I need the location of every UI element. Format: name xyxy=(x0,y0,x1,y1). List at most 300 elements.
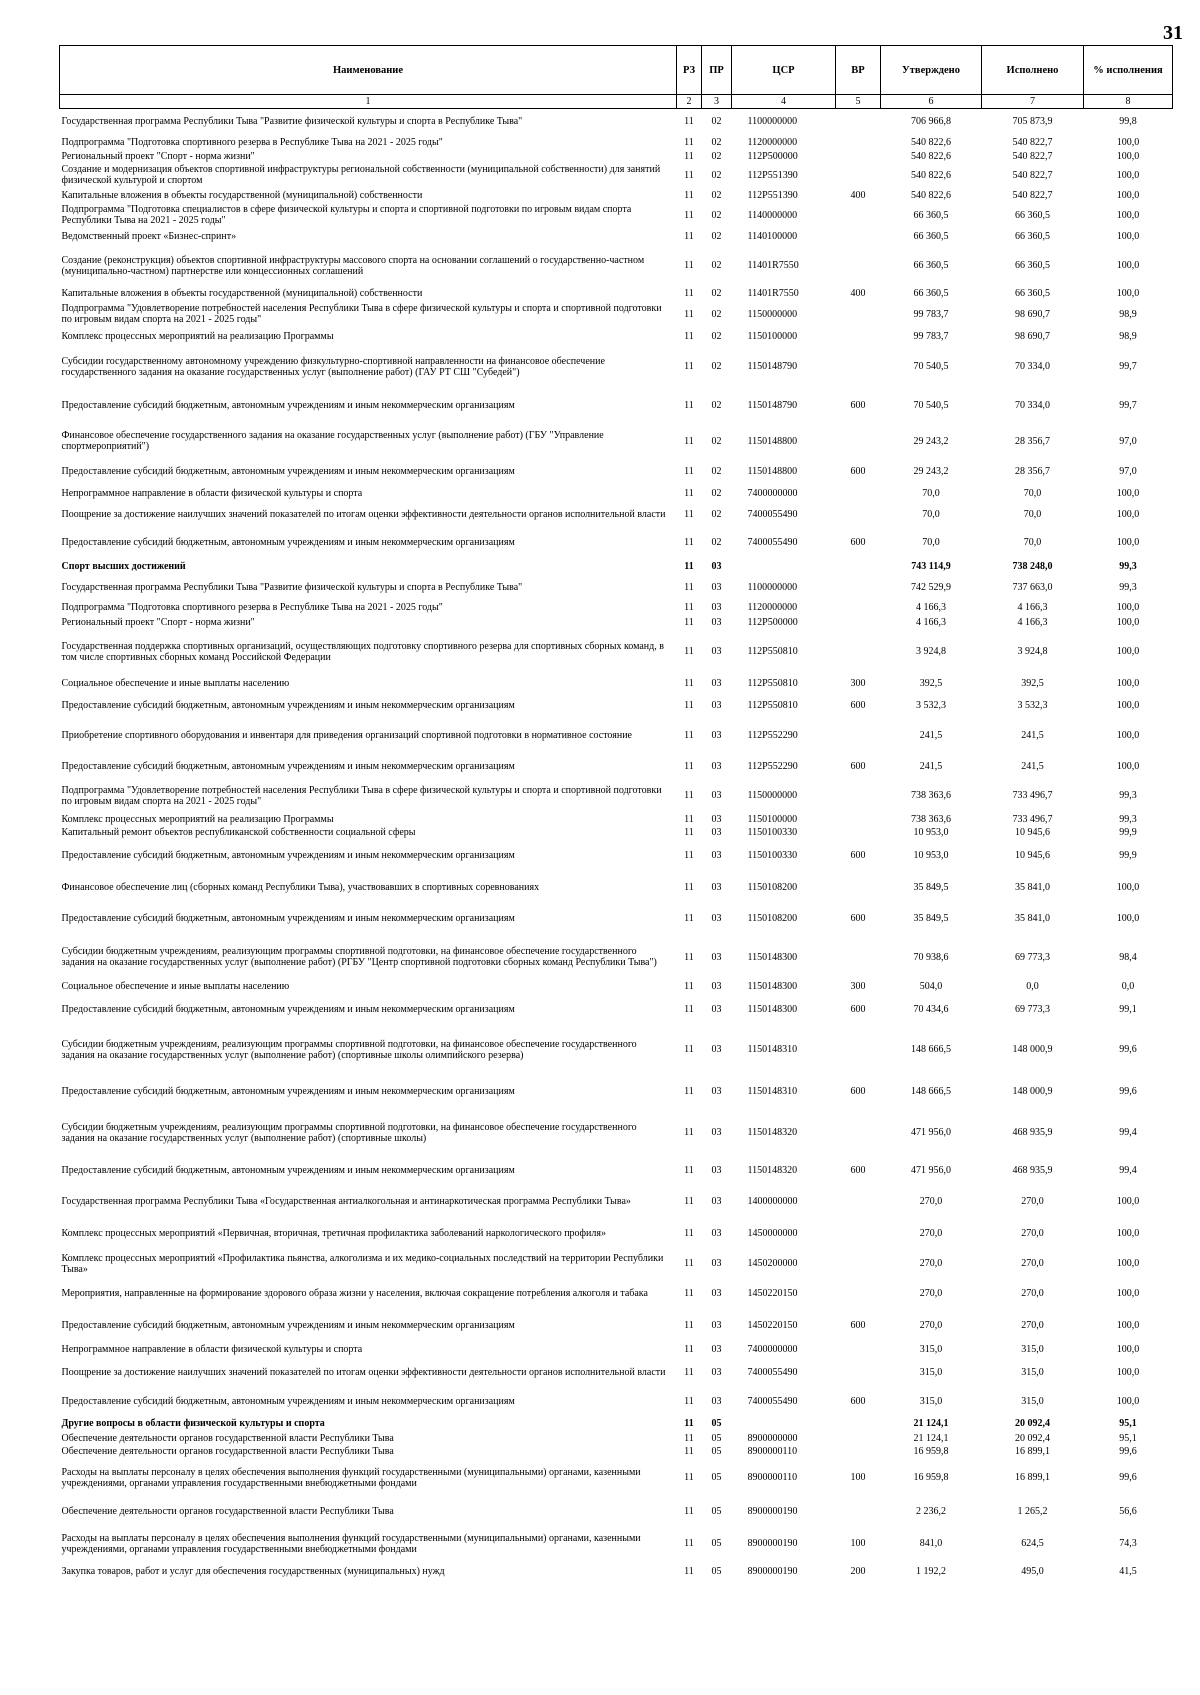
cell-percent: 100,0 xyxy=(1116,189,1140,201)
cell-executed: 98 690,7 xyxy=(1015,331,1050,342)
cell-executed: 10 945,6 xyxy=(1015,850,1050,861)
cell-approved: 1 192,2 xyxy=(916,1566,946,1577)
cell-rz: 11 xyxy=(684,136,694,148)
cell-csr: 1150000000 xyxy=(747,308,798,320)
table-row xyxy=(60,458,1173,486)
cell-rz: 11 xyxy=(684,790,694,801)
cell-vr xyxy=(836,1109,881,1157)
cell-name: Финансовое обеспечение лиц (сборных команд Республики Тыва), участвовавших в спортивных соревнованиях xyxy=(61,881,540,893)
cell-rz: 11 xyxy=(684,601,694,613)
cell-vr xyxy=(836,1026,881,1074)
table-row xyxy=(60,1358,1173,1387)
cell-vr: 600 xyxy=(850,537,866,548)
table-row xyxy=(60,1342,1173,1358)
cell-pr: 03 xyxy=(711,1288,722,1299)
cell-name: Социальное обеспечение и иные выплаты населению xyxy=(61,678,290,689)
cell-rz: 11 xyxy=(684,1395,694,1407)
cell-approved: 148 666,5 xyxy=(911,1085,951,1097)
cell-name: Поощрение за достижение наилучших значений показателей по итогам оценки эффективности деятельности органов исполнительной власти xyxy=(61,1366,666,1378)
cell-pr: 05 xyxy=(711,1538,722,1549)
cell-csr: 112P551390 xyxy=(747,189,798,201)
cell-name: Предоставление субсидий бюджетным, автономным учреждениям и иным некоммерческим организациям xyxy=(61,761,515,772)
cell-rz: 11 xyxy=(684,981,694,992)
cell-vr xyxy=(836,135,881,150)
table-row xyxy=(60,1561,1173,1583)
cell-percent: 99,4 xyxy=(1119,1165,1137,1176)
cell-pr: 03 xyxy=(711,761,722,772)
table-row xyxy=(60,1185,1173,1218)
table-row xyxy=(60,558,1173,576)
cell-csr: 1150108200 xyxy=(747,913,798,924)
cell-csr: 1150148310 xyxy=(747,1085,798,1097)
cell-csr: 1150148310 xyxy=(747,1044,798,1055)
cell-executed: 468 935,9 xyxy=(1012,1165,1053,1176)
cell-percent: 100,0 xyxy=(1116,1395,1140,1407)
cell-approved: 16 959,8 xyxy=(913,1446,949,1457)
cell-approved: 35 849,5 xyxy=(913,913,949,924)
cell-pr: 02 xyxy=(711,209,722,221)
cell-csr: 1450000000 xyxy=(747,1227,798,1239)
cell-name: Государственная программа Республики Тыва "Развитие физической культуры и спорта в Республике Тыва" xyxy=(61,116,523,128)
cell-name: Непрограммное направление в области физической культуры и спорта xyxy=(61,488,363,499)
cell-vr xyxy=(836,246,881,286)
cell-percent: 100,0 xyxy=(1116,1227,1140,1239)
cell-rz: 11 xyxy=(684,1127,694,1138)
table-row xyxy=(60,1249,1173,1279)
cell-rz: 11 xyxy=(684,466,694,477)
cell-percent: 100,0 xyxy=(1116,761,1140,772)
cell-approved: 66 360,5 xyxy=(913,209,949,221)
cell-pr: 02 xyxy=(711,231,722,242)
cell-executed: 16 899,1 xyxy=(1015,1446,1050,1457)
cell-vr: 600 xyxy=(850,850,866,861)
cell-approved: 706 966,8 xyxy=(911,116,951,128)
cell-approved: 241,5 xyxy=(919,761,943,772)
cell-vr xyxy=(836,1416,881,1432)
cell-name: Мероприятия, направленные на формирование здорового образа жизни у населения, включая сокращение потребления алкоголя и табака xyxy=(61,1288,648,1299)
cell-pr: 03 xyxy=(711,1344,722,1355)
cell-percent: 99,9 xyxy=(1119,827,1137,838)
cell-rz: 11 xyxy=(684,1446,694,1457)
table-row xyxy=(60,631,1173,673)
cell-csr: 1150000000 xyxy=(747,790,798,801)
cell-name: Обеспечение деятельности органов государственной власти Республики Тыва xyxy=(61,1446,394,1457)
cell-name: Спорт высших достижений xyxy=(61,561,186,572)
cell-csr: 1150148320 xyxy=(747,1165,798,1176)
column-number: 8 xyxy=(1084,95,1173,109)
cell-rz: 11 xyxy=(684,1538,694,1549)
cell-executed: 624,5 xyxy=(1021,1538,1044,1549)
cell-percent: 99,6 xyxy=(1119,1085,1137,1097)
cell-executed: 28 356,7 xyxy=(1015,466,1050,477)
cell-rz: 11 xyxy=(684,1472,694,1483)
cell-csr: 1400000000 xyxy=(747,1195,798,1207)
cell-percent: 99,3 xyxy=(1119,813,1137,825)
cell-vr: 600 xyxy=(850,1085,866,1097)
cell-percent: 100,0 xyxy=(1116,601,1140,613)
table-row xyxy=(60,840,1173,872)
cell-vr xyxy=(836,109,881,135)
cell-percent: 100,0 xyxy=(1116,509,1140,520)
column-number: 7 xyxy=(982,95,1084,109)
cell-name: Предоставление субсидий бюджетным, автономным учреждениям и иным некоммерческим организациям xyxy=(61,850,515,861)
cell-executed: 540 822,7 xyxy=(1012,189,1053,201)
cell-pr: 03 xyxy=(711,850,722,861)
table-row xyxy=(60,302,1173,327)
cell-pr: 03 xyxy=(711,1085,722,1097)
cell-approved: 66 360,5 xyxy=(913,288,949,299)
cell-approved: 540 822,6 xyxy=(911,136,951,148)
cell-name: Субсидии бюджетным учреждениям, реализующим программы спортивной подготовки, на финансовое обеспечение государственного задания на оказание государственных услуг (выполнение работ) (РГБУ "Центр спортивной подготовки сборных команд Республики Тыва") xyxy=(61,946,657,968)
cell-name: Закупка товаров, работ и услуг для обеспечения государственных (муниципальных) нужд xyxy=(61,1566,445,1577)
cell-rz: 11 xyxy=(684,1195,694,1207)
cell-name: Региональный проект "Спорт - норма жизни" xyxy=(61,617,255,628)
cell-rz: 11 xyxy=(684,1288,694,1299)
cell-rz: 11 xyxy=(684,1044,694,1055)
cell-vr: 600 xyxy=(850,1319,866,1331)
cell-executed: 20 092,4 xyxy=(1015,1432,1050,1444)
cell-name: Государственная поддержка спортивных организаций, осуществляющих подготовку спортивного резерва для спортивных сборных команд, в том числе спортивных сборных команд Российской Федерации xyxy=(61,640,664,663)
cell-approved: 270,0 xyxy=(919,1319,943,1331)
cell-name: Предоставление субсидий бюджетным, автономным учреждениям и иным некоммерческим организациям xyxy=(61,1085,515,1097)
table-row xyxy=(60,1026,1173,1074)
cell-rz: 11 xyxy=(684,1258,694,1269)
cell-approved: 4 166,3 xyxy=(916,617,946,628)
cell-percent: 99,3 xyxy=(1119,582,1137,593)
cell-rz: 11 xyxy=(684,913,694,924)
table-row xyxy=(60,188,1173,203)
cell-pr: 02 xyxy=(711,308,722,320)
table-row xyxy=(60,347,1173,387)
cell-pr: 03 xyxy=(711,617,722,628)
cell-rz: 11 xyxy=(684,646,694,657)
cell-rz: 11 xyxy=(684,813,694,825)
cell-executed: 540 822,7 xyxy=(1012,150,1053,162)
cell-csr: 1150148800 xyxy=(747,466,798,477)
cell-name: Финансовое обеспечение государственного задания на оказание государственных услуг (выполнение работ) (ГБУ "Управление спортмероприятий") xyxy=(61,430,604,452)
cell-vr: 200 xyxy=(850,1566,866,1577)
cell-percent: 97,0 xyxy=(1119,466,1137,477)
cell-executed: 35 841,0 xyxy=(1015,913,1050,924)
table-row xyxy=(60,935,1173,980)
column-number: 4 xyxy=(732,95,836,109)
cell-executed: 3 924,8 xyxy=(1017,646,1048,657)
cell-executed: 315,0 xyxy=(1021,1366,1044,1378)
cell-vr xyxy=(836,163,881,188)
cell-name: Субсидии бюджетным учреждениям, реализующим программы спортивной подготовки, на финансовое обеспечение государственного задания на оказание государственных услуг (выполнение работ) (спортивные школы) xyxy=(61,1121,637,1144)
cell-executed: 705 873,9 xyxy=(1012,116,1053,128)
cell-name: Подпрограмма "Подготовка спортивного резерва в Республике Тыва на 2021 - 2025 годы" xyxy=(61,136,443,148)
cell-rz: 11 xyxy=(684,331,694,342)
cell-name: Комплекс процессных мероприятий «Первичная, вторичная, третичная профилактика заболеваний наркологического профиля» xyxy=(61,1227,606,1239)
cell-percent: 99,3 xyxy=(1119,561,1137,572)
cell-name: Поощрение за достижение наилучших значений показателей по итогам оценки эффективности деятельности органов исполнительной власти xyxy=(61,509,666,520)
cell-approved: 738 363,6 xyxy=(911,790,951,801)
cell-percent: 100,0 xyxy=(1116,646,1140,657)
cell-executed: 738 248,0 xyxy=(1012,561,1053,572)
cell-executed: 1 265,2 xyxy=(1017,1506,1048,1517)
cell-csr: 1450220150 xyxy=(747,1288,798,1299)
cell-csr: 1150148300 xyxy=(747,1004,798,1015)
cell-approved: 270,0 xyxy=(919,1195,943,1207)
cell-pr: 02 xyxy=(711,136,722,148)
cell-pr: 03 xyxy=(711,1366,722,1378)
table-row xyxy=(60,1416,1173,1432)
cell-pr: 02 xyxy=(711,260,722,271)
cell-rz: 11 xyxy=(684,169,694,181)
cell-approved: 99 783,7 xyxy=(913,308,949,320)
table-row xyxy=(60,135,1173,150)
cell-percent: 100,0 xyxy=(1116,881,1140,893)
cell-pr: 03 xyxy=(711,561,722,572)
cell-pr: 05 xyxy=(711,1418,722,1429)
header-vr: ВР xyxy=(836,46,881,95)
cell-csr: 8900000110 xyxy=(747,1472,798,1483)
cell-approved: 471 956,0 xyxy=(911,1165,951,1176)
cell-rz: 11 xyxy=(684,435,694,447)
cell-rz: 11 xyxy=(684,150,694,162)
cell-vr: 600 xyxy=(850,913,866,924)
cell-csr: 112P500000 xyxy=(747,617,798,628)
cell-pr: 03 xyxy=(711,700,722,711)
cell-executed: 66 360,5 xyxy=(1015,209,1050,221)
cell-vr xyxy=(836,631,881,673)
cell-executed: 270,0 xyxy=(1021,1227,1044,1239)
cell-percent: 99,6 xyxy=(1119,1044,1137,1055)
table-row xyxy=(60,1432,1173,1445)
header-executed: Исполнено xyxy=(982,46,1084,95)
cell-vr: 600 xyxy=(850,466,866,477)
cell-executed: 70 334,0 xyxy=(1015,361,1050,372)
cell-pr: 02 xyxy=(711,435,722,447)
cell-executed: 4 166,3 xyxy=(1017,617,1048,628)
cell-executed: 148 000,9 xyxy=(1012,1085,1053,1097)
cell-percent: 100,0 xyxy=(1116,1344,1140,1355)
cell-vr xyxy=(836,779,881,813)
cell-csr: 7400055490 xyxy=(747,1366,798,1378)
cell-executed: 733 496,7 xyxy=(1012,790,1053,801)
cell-name: Субсидии бюджетным учреждениям, реализующим программы спортивной подготовки, на финансовое обеспечение государственного задания на оказание государственных услуг (выполнение работ) (спортивные школы олимпийского резерва) xyxy=(61,1038,637,1061)
cell-csr: 112P552290 xyxy=(747,730,798,741)
cell-percent: 99,8 xyxy=(1119,116,1137,128)
cell-pr: 05 xyxy=(711,1446,722,1457)
cell-percent: 98,4 xyxy=(1119,951,1137,963)
cell-csr: 112P551390 xyxy=(747,169,798,181)
cell-approved: 315,0 xyxy=(919,1344,943,1355)
cell-pr: 03 xyxy=(711,981,722,992)
cell-vr: 600 xyxy=(850,400,866,411)
cell-name: Государственная программа Республики Тыва "Развитие физической культуры и спорта в Республике Тыва" xyxy=(61,582,523,593)
cell-csr: 8900000110 xyxy=(747,1446,798,1457)
cell-approved: 315,0 xyxy=(919,1366,943,1378)
table-row xyxy=(60,150,1173,163)
cell-vr: 600 xyxy=(850,1395,866,1407)
cell-percent: 99,4 xyxy=(1119,1127,1137,1138)
cell-approved: 70,0 xyxy=(922,509,940,520)
table-row xyxy=(60,1309,1173,1342)
cell-percent: 100,0 xyxy=(1116,260,1140,271)
cell-name: Государственная программа Республики Тыва «Государственная антиалкогольная и антинаркотическая программа Республики Тыва» xyxy=(61,1195,631,1207)
table-row xyxy=(60,528,1173,558)
table-row xyxy=(60,1074,1173,1109)
cell-vr: 600 xyxy=(850,761,866,772)
cell-percent: 99,3 xyxy=(1119,790,1137,801)
cell-rz: 11 xyxy=(684,1319,694,1331)
cell-csr: 8900000190 xyxy=(747,1506,798,1517)
cell-rz: 11 xyxy=(684,1227,694,1239)
cell-csr: 7400055490 xyxy=(747,1395,798,1407)
cell-csr: 1150148320 xyxy=(747,1127,798,1138)
cell-percent: 100,0 xyxy=(1116,209,1140,221)
cell-vr xyxy=(836,576,881,600)
cell-name: Субсидии государственному автономному учреждению физкультурно-спортивной направленности на финансовое обеспечение государственного задания на оказание государственных услуг (выполнение работ) (ГАУ РТ СШ "Субедей") xyxy=(61,355,605,378)
cell-percent: 41,5 xyxy=(1119,1566,1137,1577)
cell-rz: 11 xyxy=(684,730,694,741)
cell-name: Предоставление субсидий бюджетным, автономным учреждениям и иным некоммерческим организациям xyxy=(61,1319,515,1331)
cell-approved: 540 822,6 xyxy=(911,150,951,162)
cell-vr: 400 xyxy=(850,189,866,201)
cell-executed: 270,0 xyxy=(1021,1258,1044,1269)
cell-executed: 28 356,7 xyxy=(1015,435,1050,447)
cell-csr: 1150148300 xyxy=(747,981,798,992)
column-number: 5 xyxy=(836,95,881,109)
cell-approved: 743 114,9 xyxy=(911,561,951,572)
cell-pr: 02 xyxy=(711,466,722,477)
table-row xyxy=(60,327,1173,347)
cell-csr: 7400000000 xyxy=(747,1344,798,1355)
cell-csr: 112P552290 xyxy=(747,761,798,772)
cell-name: Социальное обеспечение и иные выплаты населению xyxy=(61,981,290,992)
table-row xyxy=(60,903,1173,935)
cell-pr: 02 xyxy=(711,331,722,342)
cell-pr: 03 xyxy=(711,813,722,825)
cell-vr xyxy=(836,1218,881,1249)
cell-pr: 03 xyxy=(711,827,722,838)
table-row xyxy=(60,109,1173,135)
cell-executed: 10 945,6 xyxy=(1015,827,1050,838)
header-row xyxy=(60,46,1173,95)
table-row xyxy=(60,203,1173,228)
cell-percent: 56,6 xyxy=(1119,1506,1137,1517)
cell-percent: 97,0 xyxy=(1119,435,1137,447)
cell-executed: 4 166,3 xyxy=(1017,601,1048,613)
cell-pr: 03 xyxy=(711,601,722,613)
cell-approved: 3 924,8 xyxy=(916,646,946,657)
cell-approved: 504,0 xyxy=(919,981,943,992)
cell-csr: 1450200000 xyxy=(747,1258,798,1269)
cell-rz: 11 xyxy=(684,209,694,221)
cell-executed: 733 496,7 xyxy=(1012,813,1053,825)
cell-name: Предоставление субсидий бюджетным, автономным учреждениям и иным некоммерческим организациям xyxy=(61,400,515,411)
cell-csr: 112P550810 xyxy=(747,646,798,657)
cell-percent: 100,0 xyxy=(1116,231,1140,242)
table-row xyxy=(60,1218,1173,1249)
cell-executed: 315,0 xyxy=(1021,1395,1044,1407)
budget-execution-table xyxy=(59,45,1173,1583)
cell-pr: 03 xyxy=(711,582,722,593)
cell-executed: 148 000,9 xyxy=(1012,1044,1053,1055)
cell-approved: 70,0 xyxy=(922,537,940,548)
cell-name: Расходы на выплаты персоналу в целях обеспечения выполнения функций государственными (муниципальными) органами, казенными учреждениями, органами управления государственными внебюджетными фондами xyxy=(61,1466,641,1489)
cell-approved: 841,0 xyxy=(919,1538,943,1549)
header-csr: ЦСР xyxy=(732,46,836,95)
cell-name: Расходы на выплаты персоналу в целях обеспечения выполнения функций государственными (муниципальными) органами, казенными учреждениями, органами управления государственными внебюджетными фондами xyxy=(61,1532,641,1555)
cell-approved: 742 529,9 xyxy=(911,582,951,593)
cell-approved: 21 124,1 xyxy=(913,1418,949,1429)
table-row xyxy=(60,994,1173,1026)
cell-percent: 98,9 xyxy=(1119,308,1137,320)
cell-percent: 95,1 xyxy=(1119,1418,1137,1429)
cell-csr: 7400000000 xyxy=(747,488,798,499)
header-name: Наименование xyxy=(60,46,677,95)
cell-name: Подпрограмма "Подготовка специалистов в сфере физической культуры и спорта и спортивной подготовки по игровым видам спорта Республики Тыва на 2021 - 2025 годы" xyxy=(61,204,632,226)
cell-approved: 29 243,2 xyxy=(913,466,949,477)
cell-executed: 392,5 xyxy=(1021,678,1044,689)
cell-vr xyxy=(836,558,881,576)
cell-percent: 95,1 xyxy=(1119,1432,1137,1444)
cell-executed: 241,5 xyxy=(1021,730,1044,741)
table-row xyxy=(60,1497,1173,1527)
table-row xyxy=(60,486,1173,502)
cell-rz: 11 xyxy=(684,1004,694,1015)
table-row xyxy=(60,1527,1173,1561)
cell-executed: 66 360,5 xyxy=(1015,260,1050,271)
cell-vr xyxy=(836,347,881,387)
cell-pr: 02 xyxy=(711,150,722,162)
cell-vr xyxy=(836,1497,881,1527)
cell-name: Создание и модернизация объектов спортивной инфраструктуры региональной собственности (муниципальной собственности) для занятий физической культурой и спортом xyxy=(61,164,661,186)
cell-csr: 1150100000 xyxy=(747,813,798,825)
cell-percent: 99,6 xyxy=(1119,1472,1137,1483)
cell-name: Предоставление субсидий бюджетным, автономным учреждениям и иным некоммерческим организациям xyxy=(61,466,515,477)
cell-rz: 11 xyxy=(684,400,694,411)
cell-executed: 241,5 xyxy=(1021,761,1044,772)
cell-approved: 270,0 xyxy=(919,1288,943,1299)
table-row xyxy=(60,425,1173,458)
cell-executed: 70,0 xyxy=(1023,537,1042,548)
cell-pr: 03 xyxy=(711,1044,722,1055)
cell-approved: 3 532,3 xyxy=(916,700,946,711)
cell-rz: 11 xyxy=(684,827,694,838)
table-row xyxy=(60,673,1173,695)
cell-csr: 11401R7550 xyxy=(747,260,799,271)
cell-approved: 540 822,6 xyxy=(911,189,951,201)
table-row xyxy=(60,1157,1173,1185)
cell-vr xyxy=(836,1358,881,1387)
cell-percent: 100,0 xyxy=(1116,1319,1140,1331)
column-number: 1 xyxy=(60,95,677,109)
cell-percent: 98,9 xyxy=(1119,331,1137,342)
cell-percent: 74,3 xyxy=(1119,1538,1137,1549)
table-row xyxy=(60,980,1173,994)
cell-vr xyxy=(836,425,881,458)
cell-percent: 100,0 xyxy=(1116,169,1140,181)
cell-name: Капитальные вложения в объекты государственной (муниципальной) собственности xyxy=(61,288,423,299)
cell-approved: 66 360,5 xyxy=(913,231,949,242)
cell-rz: 11 xyxy=(684,308,694,320)
cell-percent: 100,0 xyxy=(1116,136,1140,148)
cell-csr: 1150108200 xyxy=(747,881,798,893)
cell-executed: 495,0 xyxy=(1021,1566,1044,1577)
cell-csr: 1100000000 xyxy=(747,582,798,593)
cell-approved: 70 540,5 xyxy=(913,361,949,372)
cell-csr: 1150100330 xyxy=(747,850,798,861)
cell-rz: 11 xyxy=(684,260,694,271)
table-row xyxy=(60,1109,1173,1157)
cell-rz: 11 xyxy=(684,288,694,299)
cell-percent: 100,0 xyxy=(1116,537,1140,548)
cell-vr xyxy=(836,813,881,826)
